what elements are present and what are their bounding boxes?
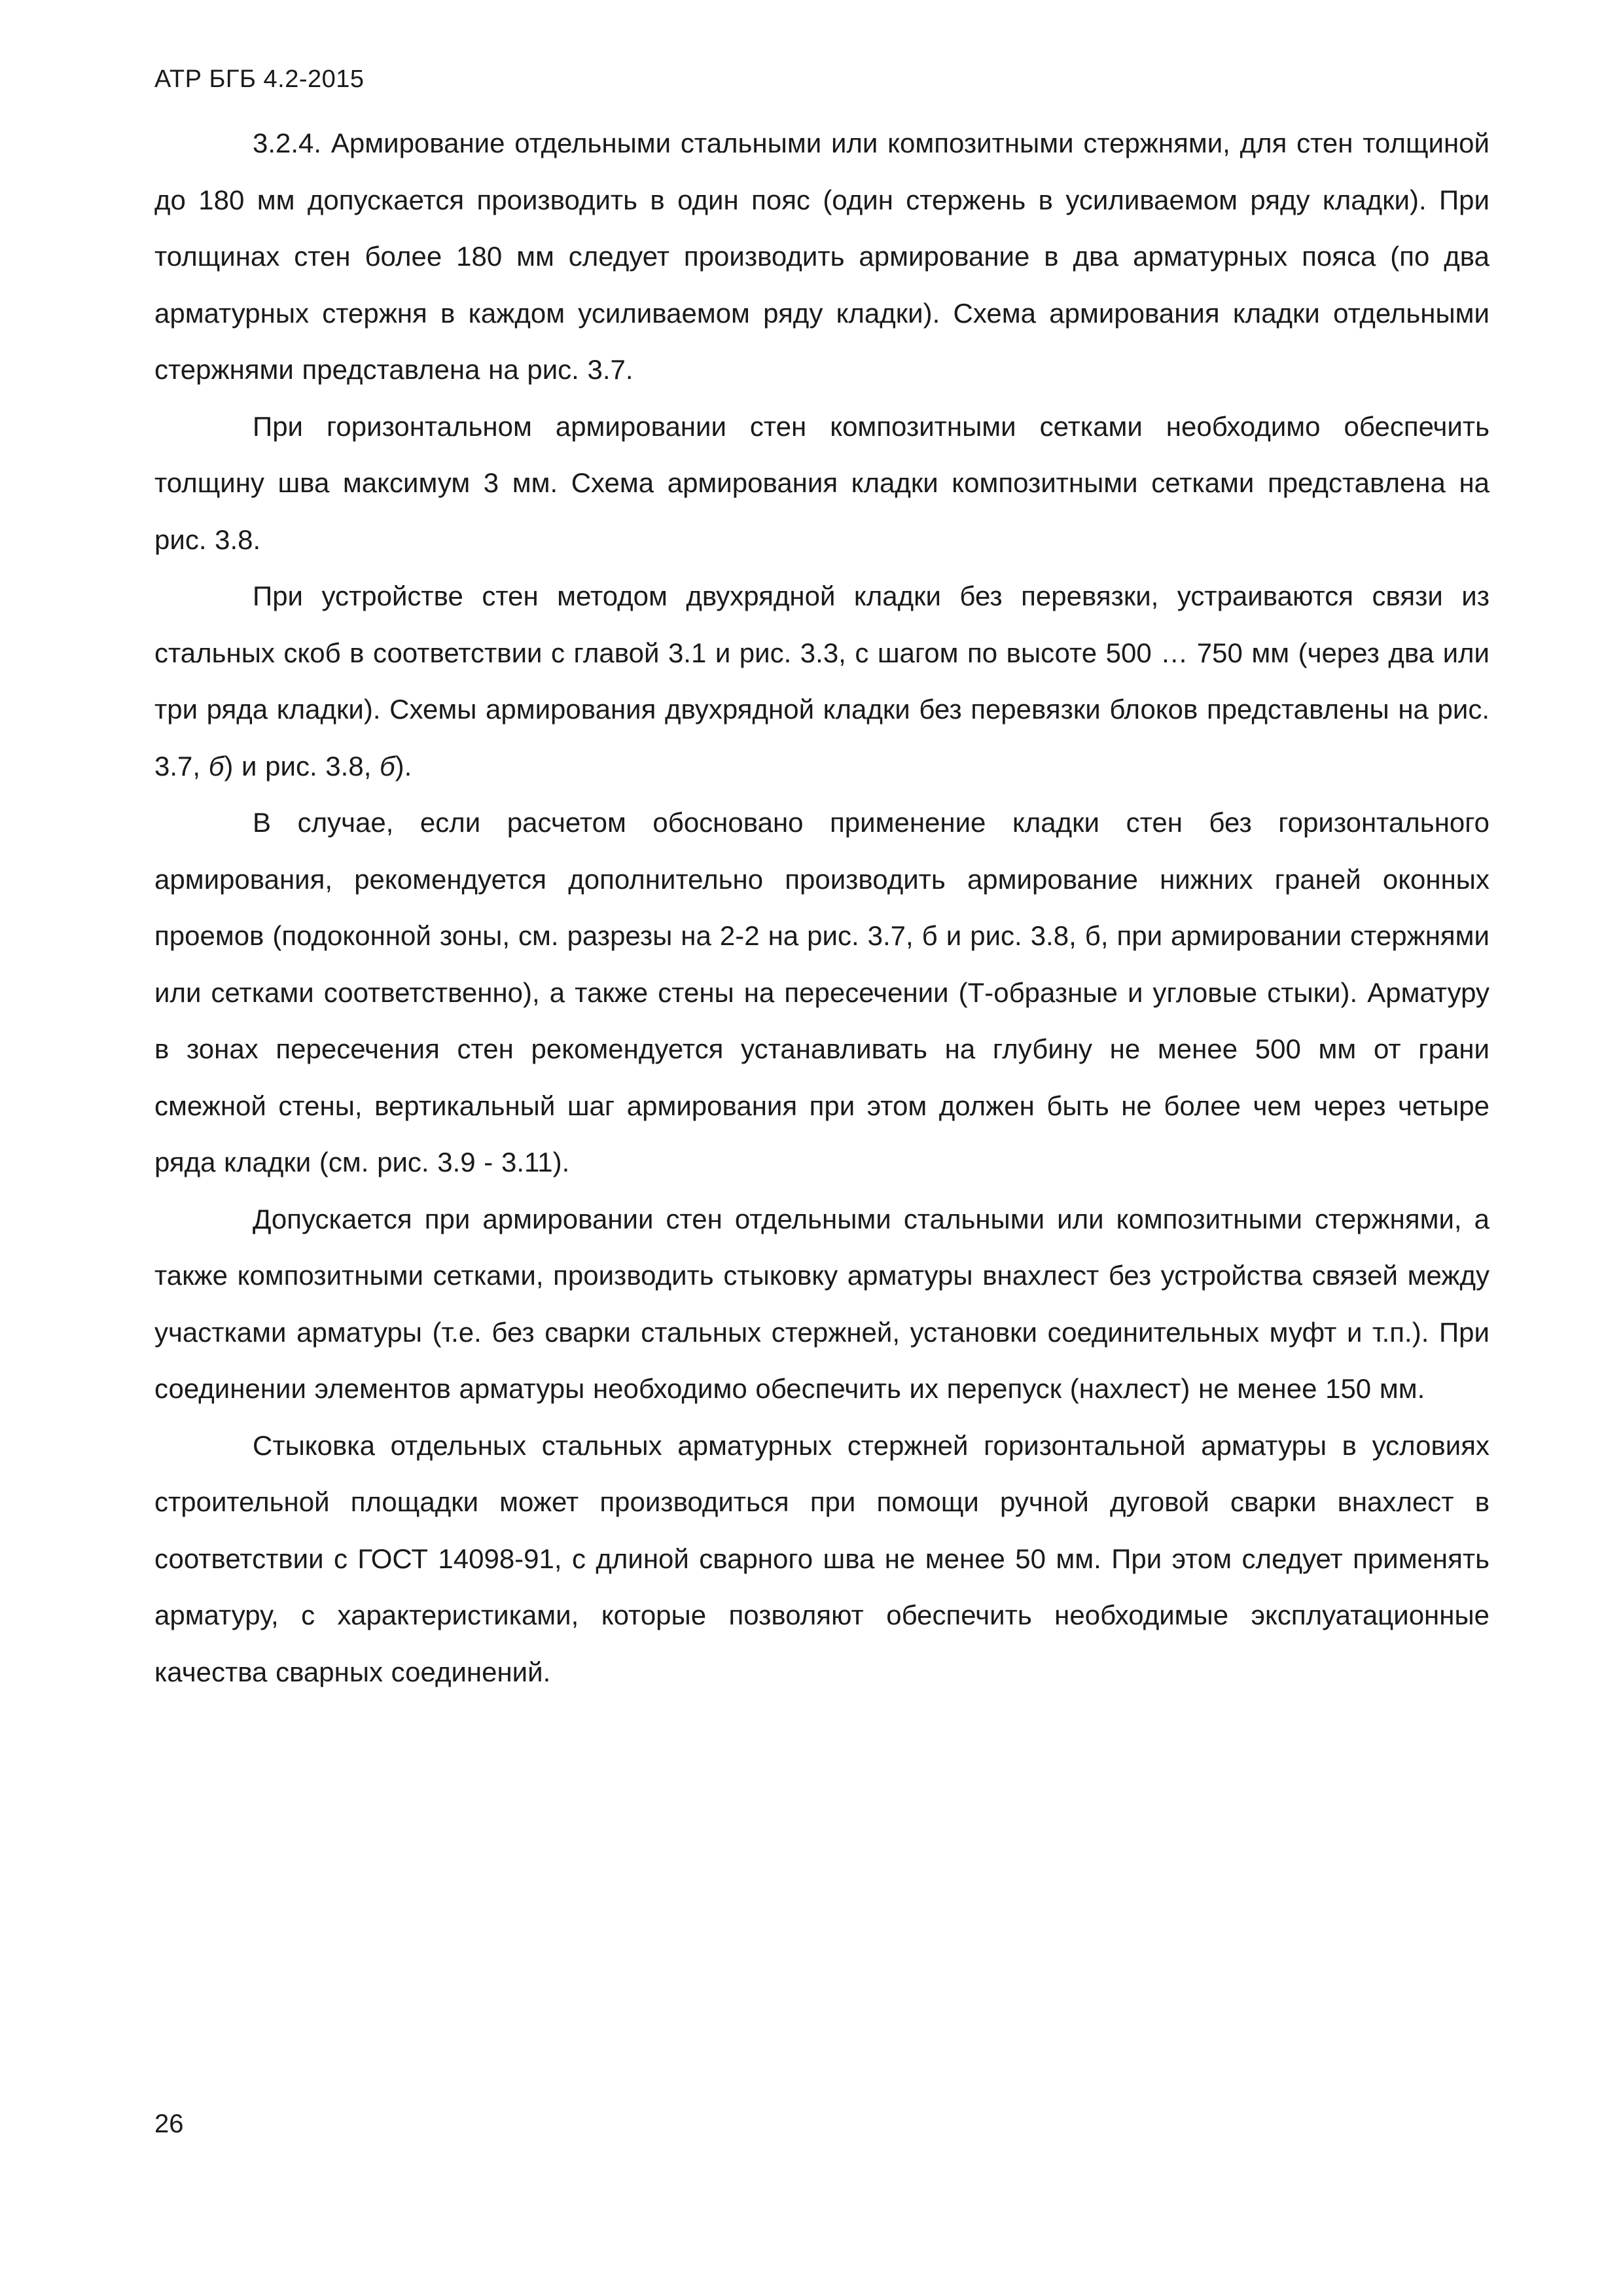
paragraph-text-part: ).: [395, 750, 412, 781]
document-body: [154, 115, 1489, 1700]
page-number: 26: [154, 2109, 184, 2138]
italic-figure-letter: б: [380, 750, 395, 781]
paragraph-composite-mesh: При горизонтальном армировании стен композитными сетками необходимо обеспечить толщину шва максимум 3 мм. Схема армирования кладки композитными сетками представлена на рис. 3.8.: [154, 410, 1489, 555]
paragraph-welding: Стыковка отдельных стальных арматурных стержней горизонтальной арматуры в условиях строительной площадки может производиться при помощи ручной дуговой сварки внахлест в соответствии с ГОСТ 14098-91, с длиной сварного шва не менее 50 мм. При этом следует применять арматуру, с характеристиками, которые позволяют обеспечить необходимые эксплуатационные качества сварных соединений.: [154, 1429, 1489, 1687]
paragraph-text-part: ) и рис. 3.8,: [224, 750, 380, 781]
italic-figure-letter: б: [208, 750, 224, 781]
paragraph-window-openings: В случае, если расчетом обосновано применение кладки стен без горизонтального армирования, рекомендуется дополнительно производить армирование нижних граней оконных проемов (подоконной зоны, см. разрезы на 2-2 на рис. 3.7, б и рис. 3.8, б, при армировании стержнями или сетками соответственно), а также стены на пересечении (Т-образные и угловые стыки). Арматуру в зонах пересечения стен рекомендуется устанавливать на глубину не менее 500 мм от грани смежной стены, вертикальный шаг армирования при этом должен быть не более чем через четыре ряда кладки (см. рис. 3.9 - 3.11).: [154, 807, 1489, 1177]
paragraph-3-2-4: 3.2.4. Армирование отдельными стальными или композитными стержнями, для стен толщиной до 180 мм допускается производить в один пояс (один стержень в усиливаемом ряду кладки). При толщинах стен более 180 мм следует производить армирование в два арматурных пояса (по два арматурных стержня в каждом усиливаемом ряду кладки). Схема армирования кладки отдельными стержнями представлена на рис. 3.7.: [154, 128, 1489, 385]
document-header: АТР БГБ 4.2-2015: [154, 65, 365, 93]
paragraph-text-part: При устройстве стен методом двухрядной кладки без перевязки, устраиваются связи из стальных скоб в соответствии с главой 3.1 и рис. 3.3, с шагом по высоте 500 … 750 мм (через два или три ряда кладки). Схемы армирования двухрядной кладки без перевязки блоков представлены на рис. 3.7,: [154, 581, 1489, 781]
paragraph-lap-joint: Допускается при армировании стен отдельными стальными или композитными стержнями, а также композитными сетками, производить стыковку арматуры внахлест без устройства связей между участками арматуры (т.е. без сварки стальных стержней, установки соединительных муфт и т.п.). При соединении элементов арматуры необходимо обеспечить их перепуск (нахлест) не менее 150 мм.: [154, 1203, 1489, 1404]
paragraph-two-row-masonry: [154, 568, 1489, 795]
